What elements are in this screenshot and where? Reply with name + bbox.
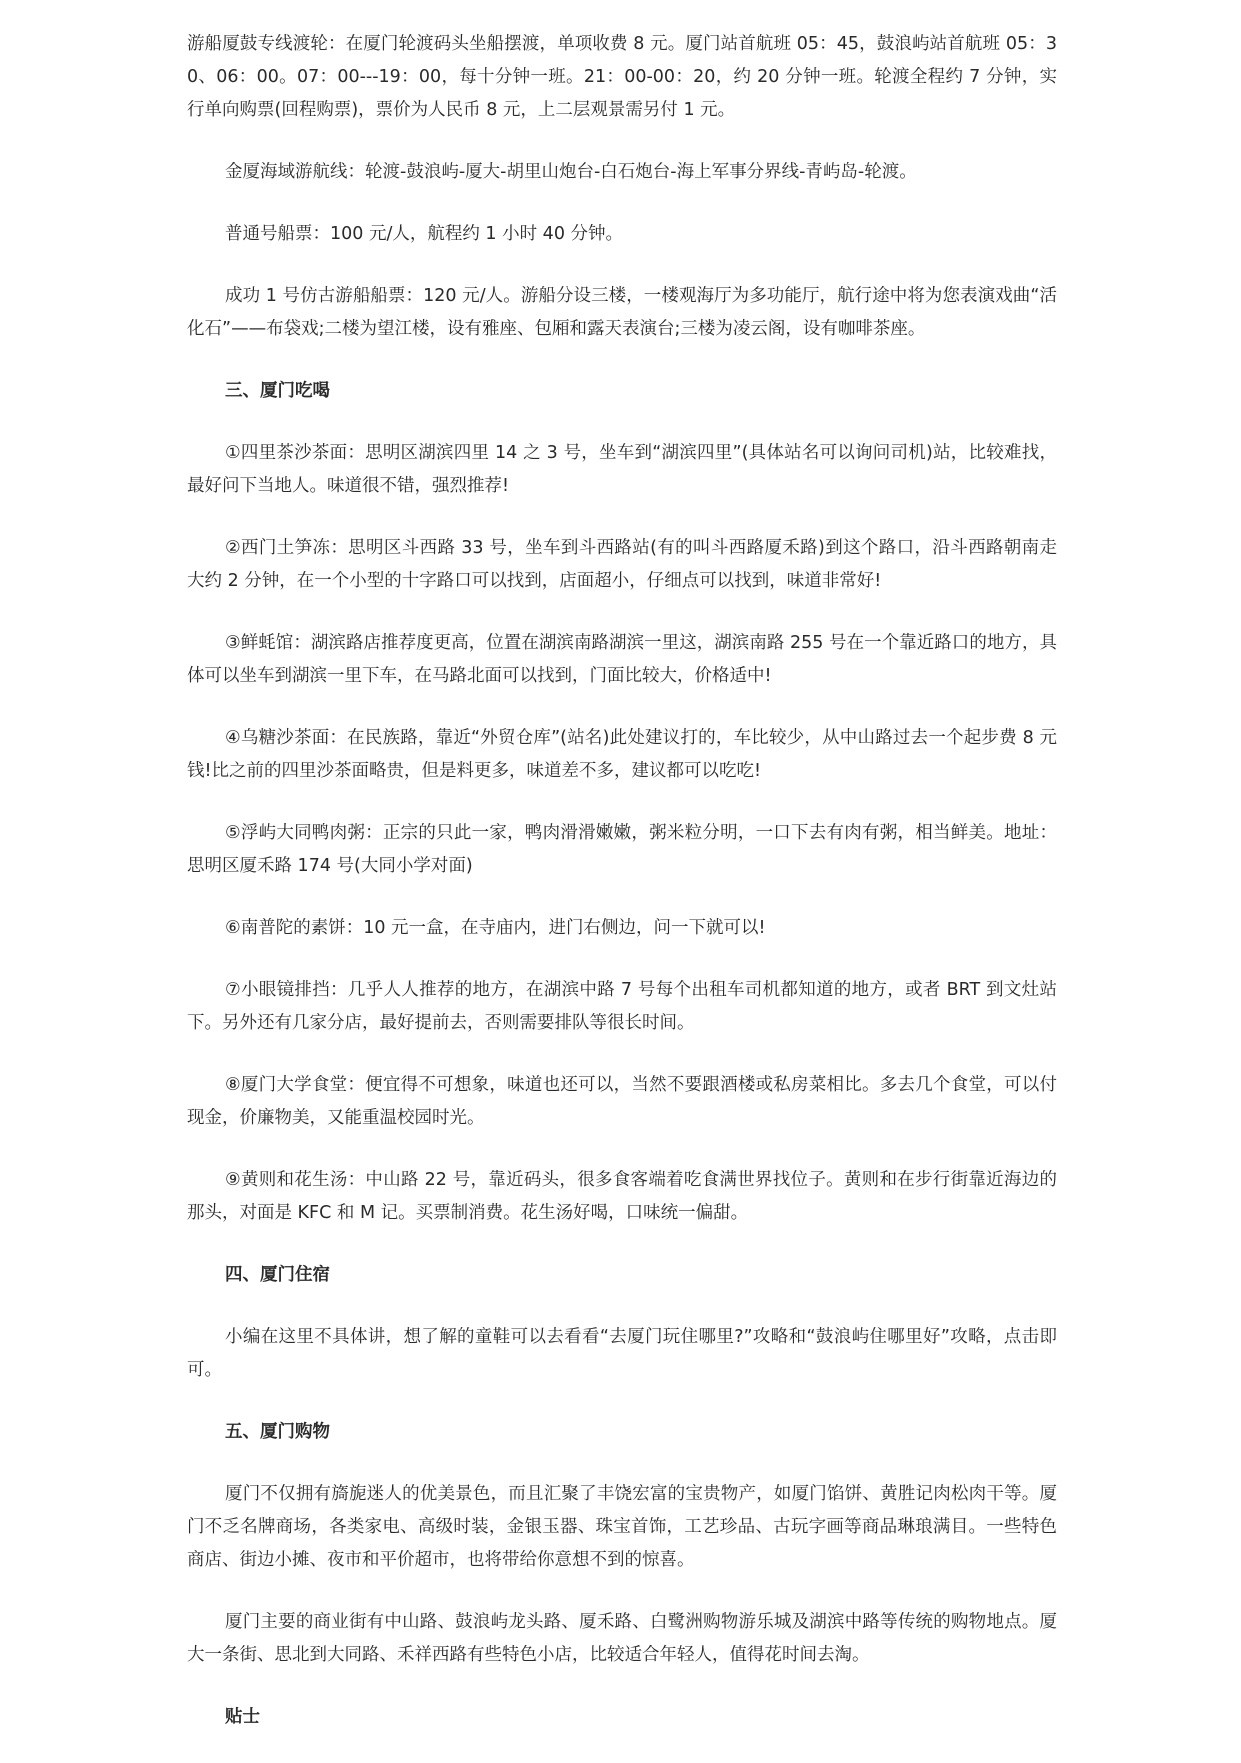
food-item-7: ⑦小眼镜排挡：几乎人人推荐的地方，在湖滨中路 7 号每个出租车司机都知道的地方，或者 BRT 到文灶站下。另外还有几家分店，最好提前去，否则需要排队等很长时间。 — [187, 980, 1057, 1033]
food-item-8: ⑧厦门大学食堂：便宜得不可想象，味道也还可以，当然不要跟酒楼或私房菜相比。多去几个食堂，可以付现金，价廉物美，又能重温校园时光。 — [187, 1075, 1057, 1128]
shopping-paragraph-1: 厦门不仅拥有旖旎迷人的优美景色，而且汇聚了丰饶宏富的宝贵物产，如厦门馅饼、黄胜记肉松肉干等。厦门不乏名牌商场，各类家电、高级时装，金银玉器、珠宝首饰，工艺珍品、古玩字画等商品琳琅满目。一些特色商店、街边小摊、夜市和平价超市，也将带给你意想不到的惊喜。 — [187, 1484, 1057, 1570]
food-item-1: ①四里茶沙茶面：思明区湖滨四里 14 之 3 号，坐车到“湖滨四里”(具体站名可以询问司机)站，比较难找，最好问下当地人。味道很不错，强烈推荐! — [187, 443, 1057, 496]
food-item-2: ②西门土笋冻：思明区斗西路 33 号，坐车到斗西路站(有的叫斗西路厦禾路)到这个路口，沿斗西路朝南走大约 2 分钟，在一个小型的十字路口可以找到，店面超小，仔细点可以找到，味道非常好! — [187, 538, 1057, 591]
normal-ticket-paragraph: 普通号船票：100 元/人，航程约 1 小时 40 分钟。 — [225, 224, 624, 244]
food-section-heading: 三、厦门吃喝 — [225, 381, 330, 401]
shopping-section-heading: 五、厦门购物 — [225, 1422, 330, 1442]
tips-heading: 贴士 — [225, 1707, 260, 1727]
shopping-paragraph-2: 厦门主要的商业街有中山路、鼓浪屿龙头路、厦禾路、白鹭洲购物游乐城及湖滨中路等传统的购物地点。厦大一条街、思北到大同路、禾祥西路有些特色小店，比较适合年轻人，值得花时间去淘。 — [187, 1612, 1057, 1665]
article-body — [187, 28, 1057, 1763]
chenggong-ticket-paragraph: 成功 1 号仿古游船船票：120 元/人。游船分设三楼，一楼观海厅为多功能厅，航行途中将为您表演戏曲“活化石”——布袋戏;二楼为望江楼，设有雅座、包厢和露天表演台;三楼为凌云阁，设有咖啡茶座。 — [187, 286, 1057, 339]
ferry-route-paragraph: 金厦海域游航线：轮渡-鼓浪屿-厦大-胡里山炮台-白石炮台-海上军事分界线-青屿岛-轮渡。 — [225, 162, 917, 182]
food-item-6: ⑥南普陀的素饼：10 元一盒，在寺庙内，进门右侧边，问一下就可以! — [225, 918, 766, 938]
lodging-section-heading: 四、厦门住宿 — [225, 1265, 330, 1285]
food-item-4: ④乌糖沙茶面：在民族路，靠近“外贸仓库”(站名)此处建议打的，车比较少，从中山路过去一个起步费 8 元钱!比之前的四里沙茶面略贵，但是料更多，味道差不多，建议都可以吃吃! — [187, 728, 1057, 781]
food-item-5: ⑤浮屿大同鸭肉粥：正宗的只此一家，鸭肉滑滑嫩嫩，粥米粒分明，一口下去有肉有粥，相当鲜美。地址：思明区厦禾路 174 号(大同小学对面) — [187, 823, 1057, 876]
lodging-paragraph: 小编在这里不具体讲，想了解的童鞋可以去看看“去厦门玩住哪里?”攻略和“鼓浪屿住哪里好”攻略，点击即可。 — [187, 1327, 1057, 1380]
food-item-3: ③鲜蚝馆：湖滨路店推荐度更高，位置在湖滨南路湖滨一里这，湖滨南路 255 号在一个靠近路口的地方，具体可以坐车到湖滨一里下车，在马路北面可以找到，门面比较大，价格适中! — [187, 633, 1057, 686]
food-item-9: ⑨黄则和花生汤：中山路 22 号，靠近码头，很多食客端着吃食满世界找位子。黄则和在步行街靠近海边的那头，对面是 KFC 和 M 记。买票制消费。花生汤好喝，口味统一偏甜。 — [187, 1170, 1057, 1223]
ferry-intro-paragraph: 游船厦鼓专线渡轮：在厦门轮渡码头坐船摆渡，单项收费 8 元。厦门站首航班 05：45，鼓浪屿站首航班 05：30、06：00。07：00---19：00，每十分钟一班。21：00-00：20，约 20 分钟一班。轮渡全程约 7 分钟，实行单向购票(回程购票)，票价为人民币 8 元，上二层观景需另付 1 元。 — [187, 34, 1057, 120]
